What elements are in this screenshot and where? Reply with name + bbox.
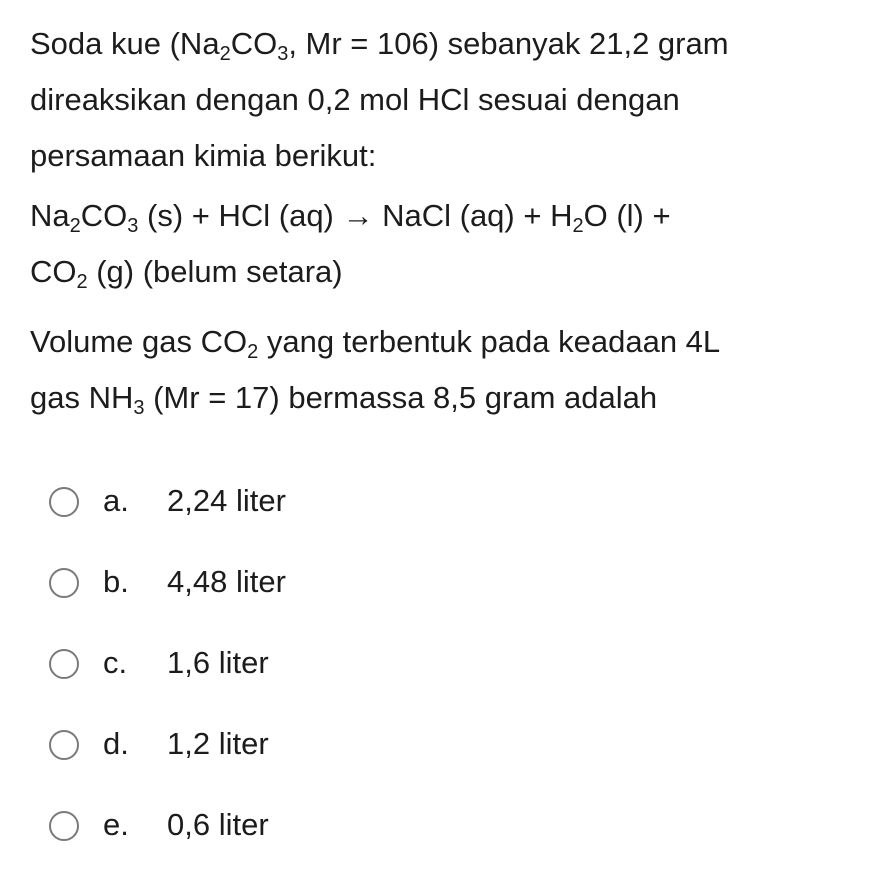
- text-segment: Na: [30, 198, 70, 233]
- subscript: 3: [277, 43, 289, 65]
- text-segment: Volume gas CO: [30, 324, 248, 359]
- subscript: 2: [247, 341, 259, 363]
- text-segment: (Mr = 17) bermassa 8,5 gram adalah: [144, 380, 658, 415]
- option-letter: e.: [103, 807, 129, 842]
- radio-circle-icon[interactable]: [49, 568, 79, 598]
- option-letter: d.: [103, 726, 129, 761]
- text-segment: CO: [30, 254, 77, 289]
- option-c[interactable]: [0, 635, 880, 699]
- option-letter: a.: [103, 483, 129, 518]
- option-d[interactable]: [0, 716, 880, 780]
- equation-line: [30, 244, 671, 300]
- radio-circle-icon[interactable]: [49, 730, 79, 760]
- prompt-line: [30, 314, 720, 370]
- subscript: 2: [219, 43, 231, 65]
- option-letter: c.: [103, 645, 128, 680]
- equation-line: [30, 188, 671, 244]
- option-text: 0,6 liter: [167, 807, 269, 842]
- option-text: 4,48 liter: [167, 564, 286, 599]
- text-segment: O (l) +: [583, 198, 671, 233]
- option-text: 1,2 liter: [167, 726, 269, 761]
- prompt-line: [30, 370, 720, 426]
- subscript: 3: [127, 215, 139, 237]
- radio-circle-icon[interactable]: [49, 487, 79, 517]
- option-e[interactable]: [0, 797, 880, 861]
- text-segment: (g) (belum setara): [87, 254, 343, 289]
- text-segment: , Mr = 106) sebanyak 21,2 gram: [288, 26, 729, 61]
- subscript: 2: [572, 215, 584, 237]
- subscript: 2: [76, 271, 88, 293]
- question-line: persamaan kimia berikut:: [30, 138, 377, 173]
- subscript: 3: [133, 397, 145, 419]
- text-segment: yang terbentuk pada keadaan 4L: [258, 324, 721, 359]
- radio-circle-icon[interactable]: [49, 811, 79, 841]
- question-prompt: [30, 314, 720, 426]
- text-segment: Soda kue (Na: [30, 26, 220, 61]
- question-intro: [30, 16, 729, 184]
- option-a[interactable]: [0, 473, 880, 537]
- text-segment: (s) + HCl (aq) → NaCl (aq) + H: [138, 198, 573, 233]
- text-segment: CO: [80, 198, 128, 233]
- question-line: direaksikan dengan 0,2 mol HCl sesuai dengan: [30, 82, 680, 117]
- text-segment: CO: [230, 26, 278, 61]
- subscript: 2: [69, 215, 81, 237]
- question-line: [30, 16, 729, 72]
- text-segment: gas NH: [30, 380, 134, 415]
- option-b[interactable]: [0, 554, 880, 618]
- option-text: 2,24 liter: [167, 483, 286, 518]
- chemical-equation: [30, 188, 671, 300]
- option-text: 1,6 liter: [167, 645, 269, 680]
- option-letter: b.: [103, 564, 129, 599]
- radio-circle-icon[interactable]: [49, 649, 79, 679]
